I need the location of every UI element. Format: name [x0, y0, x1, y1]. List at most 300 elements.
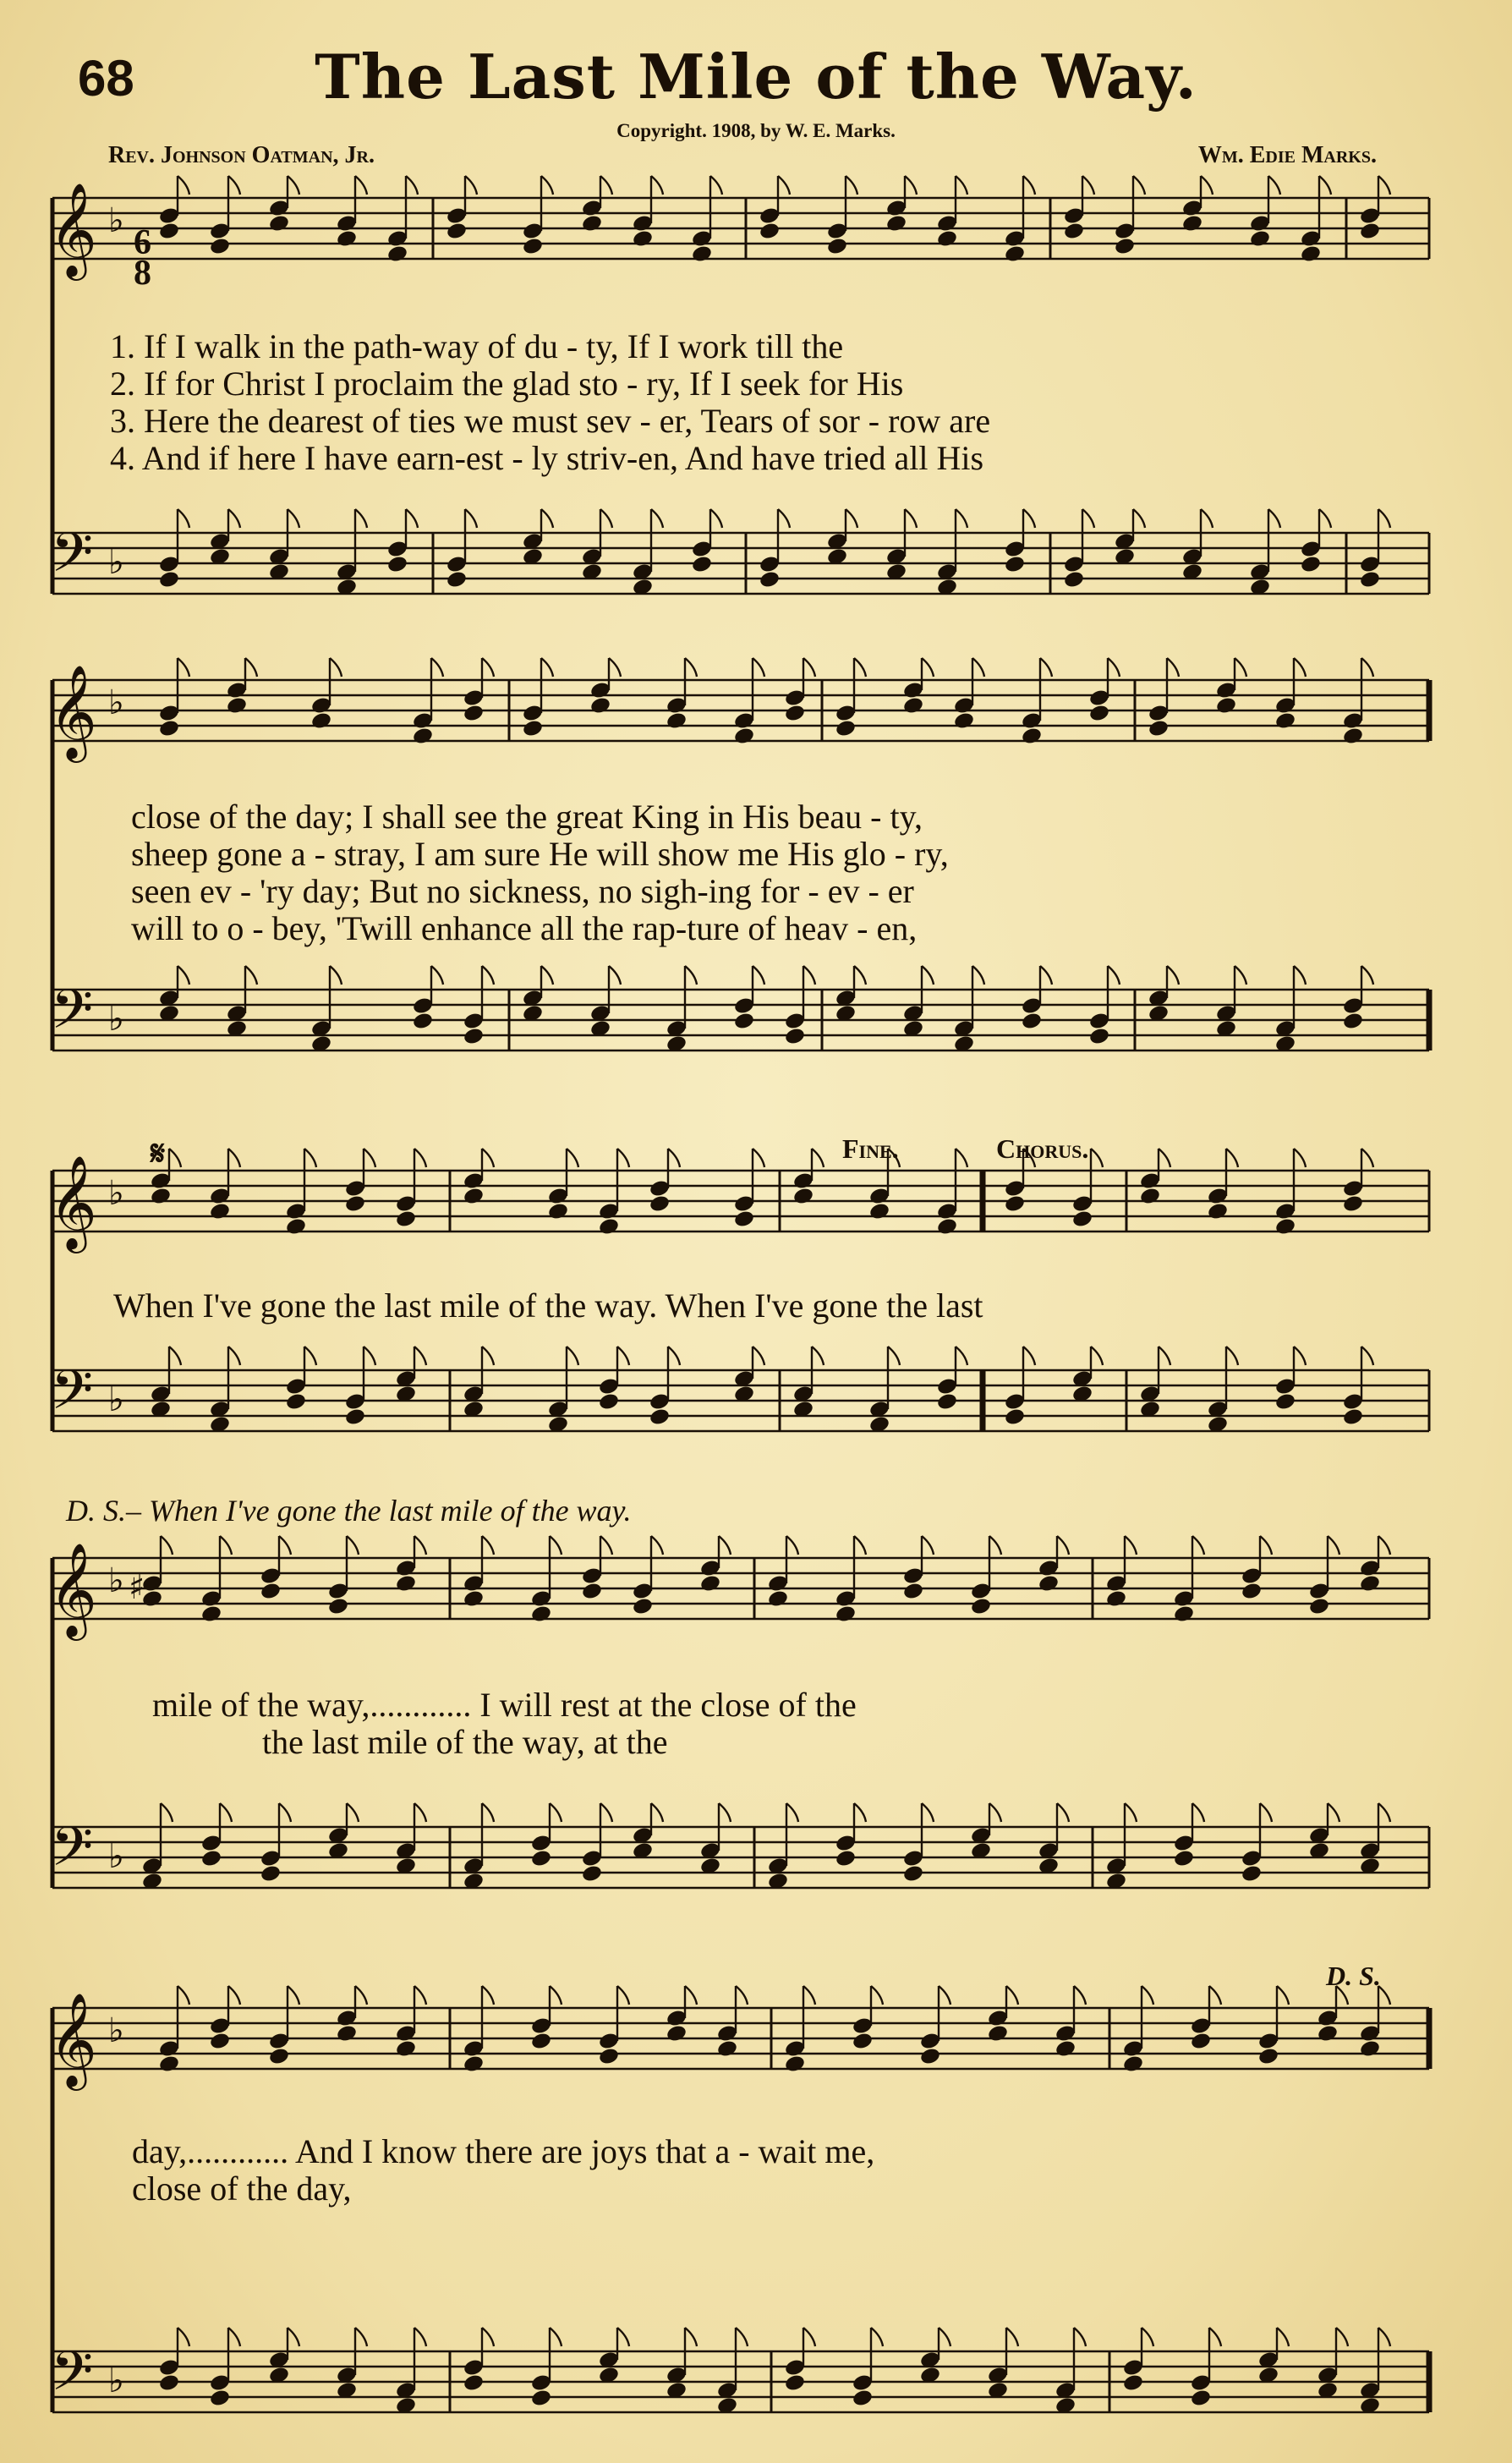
notehead	[1004, 1407, 1026, 1427]
note	[1274, 1149, 1306, 1236]
flag	[617, 1149, 629, 1167]
flag	[228, 2328, 240, 2346]
note	[885, 176, 917, 233]
notehead	[386, 244, 408, 264]
note	[209, 1986, 240, 2050]
flag	[939, 2328, 950, 2346]
note	[336, 2328, 367, 2400]
flag	[778, 176, 790, 195]
notehead	[835, 1605, 857, 1624]
notehead	[649, 1407, 671, 1427]
flag	[304, 1149, 316, 1167]
notehead	[759, 222, 781, 241]
notehead	[344, 1194, 366, 1214]
notehead	[1342, 1407, 1364, 1427]
flag	[279, 1803, 291, 1822]
note	[666, 1986, 697, 2043]
notehead	[1021, 1012, 1043, 1031]
notehead	[463, 1187, 485, 1206]
flag	[1277, 1986, 1289, 2005]
flag	[600, 509, 612, 528]
flat-icon: ♭	[108, 1837, 124, 1876]
flag	[1108, 658, 1120, 677]
flag	[1361, 1347, 1373, 1365]
note	[1207, 1347, 1238, 1434]
note	[919, 2328, 950, 2384]
notehead	[1122, 2373, 1144, 2393]
flag	[736, 1986, 748, 2005]
flag	[541, 509, 553, 528]
flag	[364, 1149, 375, 1167]
note	[632, 509, 663, 596]
note	[936, 1149, 967, 1236]
notehead	[1215, 696, 1237, 716]
notehead	[835, 1849, 857, 1868]
treble-clef-icon: 𝄞	[49, 182, 97, 277]
notehead	[1004, 244, 1026, 264]
flag	[1235, 966, 1246, 985]
note	[268, 2328, 299, 2384]
note	[589, 658, 621, 715]
note	[1359, 2328, 1390, 2415]
notehead	[1114, 237, 1136, 256]
note	[1038, 1536, 1069, 1593]
note	[310, 966, 342, 1053]
note	[632, 176, 663, 248]
notehead	[200, 1849, 222, 1868]
note	[209, 509, 240, 566]
flag	[1192, 1803, 1204, 1822]
flag	[1378, 2328, 1390, 2346]
flag	[1167, 658, 1179, 677]
flag	[1057, 1803, 1069, 1822]
notehead	[1139, 1187, 1161, 1206]
verse-1-line: close of the day; I shall see the great King in His beau - ty,	[131, 798, 923, 836]
note	[767, 1536, 798, 1608]
notehead	[852, 2389, 874, 2408]
flag	[550, 1986, 562, 2005]
flag	[651, 176, 663, 195]
segno-sign: 𝄋	[151, 1134, 166, 1172]
notehead	[158, 719, 180, 738]
verse-4-line: 4. And if here I have earn-est - ly striv-en, And have tried all His	[110, 439, 984, 477]
flag	[753, 1149, 764, 1167]
note	[666, 966, 697, 1053]
notehead	[826, 237, 848, 256]
notehead	[395, 2039, 417, 2059]
notehead	[691, 244, 713, 264]
note	[1122, 1986, 1153, 2073]
note	[547, 1149, 578, 1221]
note	[987, 2328, 1018, 2400]
notehead	[902, 1582, 924, 1601]
note	[395, 2328, 426, 2415]
notehead	[158, 2054, 180, 2074]
note	[1317, 2328, 1348, 2400]
note	[691, 176, 722, 263]
notehead	[1181, 214, 1203, 233]
note	[260, 1536, 291, 1600]
note	[784, 1986, 815, 2073]
flag	[1201, 176, 1213, 195]
notehead	[784, 1027, 806, 1046]
note	[412, 658, 443, 745]
flag	[1294, 966, 1306, 985]
flag	[414, 2328, 426, 2346]
notehead	[1342, 1194, 1364, 1214]
flag	[956, 509, 967, 528]
flag	[1294, 1347, 1306, 1365]
flag	[1268, 509, 1280, 528]
flag	[431, 658, 443, 677]
bass-staff	[52, 2351, 1429, 2412]
flag	[846, 176, 857, 195]
note	[1190, 1986, 1221, 2050]
notehead	[1359, 570, 1381, 590]
note	[1215, 658, 1246, 715]
notehead	[158, 2373, 180, 2393]
flag	[1167, 966, 1179, 985]
notehead	[1300, 244, 1322, 264]
flag	[600, 1536, 612, 1555]
flag	[651, 1536, 663, 1555]
flat-icon: ♭	[108, 2011, 124, 2050]
note	[1038, 1803, 1069, 1875]
flag	[1082, 509, 1094, 528]
notehead	[1274, 711, 1296, 731]
note	[598, 2328, 629, 2384]
note	[835, 1536, 866, 1623]
notehead	[209, 237, 231, 256]
final-lower-line: close of the day,	[132, 2170, 352, 2208]
notehead	[792, 1187, 814, 1206]
notehead	[1173, 1849, 1195, 1868]
flag	[1125, 1803, 1137, 1822]
flag	[1209, 2328, 1221, 2346]
note	[522, 509, 553, 566]
note	[767, 1803, 798, 1890]
note	[792, 1149, 824, 1205]
notehead	[158, 570, 180, 590]
note	[1257, 2328, 1289, 2384]
flag	[1277, 2328, 1289, 2346]
flag	[778, 509, 790, 528]
note	[1181, 176, 1213, 233]
notehead	[530, 1605, 552, 1624]
flag	[1023, 1347, 1035, 1365]
note	[1139, 1149, 1170, 1205]
notehead	[530, 2032, 552, 2051]
notehead	[1342, 1012, 1364, 1031]
flag	[1057, 1536, 1069, 1555]
note	[936, 176, 967, 248]
flag	[178, 509, 189, 528]
flag	[355, 2328, 367, 2346]
flag	[1082, 176, 1094, 195]
flag	[854, 658, 866, 677]
flag	[1159, 1347, 1170, 1365]
flag	[922, 1803, 934, 1822]
flag	[228, 1149, 240, 1167]
note	[902, 1536, 934, 1600]
flag	[685, 1986, 697, 2005]
note	[1274, 966, 1306, 1053]
flag	[304, 1347, 316, 1365]
note	[1088, 658, 1120, 722]
note	[953, 658, 984, 730]
note	[310, 658, 342, 730]
note	[463, 1149, 494, 1205]
final-upper-line: day,............ And I know there are joys that a - wait me,	[132, 2132, 875, 2170]
flat-icon: ♭	[108, 683, 124, 722]
notehead	[1241, 1864, 1263, 1884]
note	[1308, 1803, 1339, 1860]
flag	[482, 1803, 494, 1822]
flag	[414, 1986, 426, 2005]
flag	[803, 658, 815, 677]
flag	[1336, 1986, 1348, 2005]
flag	[465, 176, 477, 195]
flag	[1108, 966, 1120, 985]
note	[759, 176, 790, 240]
flag	[355, 1986, 367, 2005]
note	[1249, 176, 1280, 248]
note	[530, 1986, 562, 2050]
time-signature: 8	[134, 254, 151, 293]
note	[1071, 1347, 1103, 1403]
note	[699, 1803, 731, 1875]
notehead	[1088, 1027, 1110, 1046]
flag	[330, 658, 342, 677]
flat-icon: ♭	[108, 1380, 124, 1419]
note	[885, 509, 917, 581]
treble-staff	[52, 2008, 1429, 2069]
notehead	[649, 1194, 671, 1214]
flag	[753, 966, 764, 985]
note	[716, 1986, 748, 2058]
flag	[178, 1986, 189, 2005]
flag	[178, 176, 189, 195]
flag	[414, 1803, 426, 1822]
flag	[1336, 2328, 1348, 2346]
flag	[871, 2328, 883, 2346]
flag	[812, 1347, 824, 1365]
note	[1173, 1536, 1204, 1623]
note	[386, 176, 418, 263]
notehead	[598, 1217, 620, 1237]
note	[1359, 1803, 1390, 1875]
system-5-staves	[0, 1988, 1512, 2444]
flat-icon: ♭	[108, 543, 124, 582]
flag	[1328, 1536, 1339, 1555]
treble-clef-icon: 𝄞	[49, 664, 97, 759]
bass-staff	[52, 1827, 1429, 1888]
treble-staff	[52, 198, 1429, 259]
ds-end-marking: D. S.	[1326, 1961, 1381, 1991]
notehead	[1359, 222, 1381, 241]
note	[835, 966, 866, 1023]
note	[209, 1347, 240, 1434]
verse-3-line: 3. Here the dearest of ties we must sev - er, Tears of sor - row are	[110, 402, 991, 440]
notehead	[691, 555, 713, 574]
verse-1-line: 1. If I walk in the path-way of du - ty, If I work till the	[110, 327, 844, 365]
flag	[1378, 509, 1390, 528]
notehead	[598, 2047, 620, 2066]
flag	[482, 1536, 494, 1555]
verse-3-line: seen ev - 'ry day; But no sickness, no sigh-ing for - ev - er	[131, 872, 914, 910]
flag	[972, 658, 984, 677]
flag	[347, 1803, 359, 1822]
notehead	[1342, 727, 1364, 746]
flag	[482, 1149, 494, 1167]
notehead	[530, 2389, 552, 2408]
notehead	[344, 1407, 366, 1427]
notehead	[581, 1582, 603, 1601]
flag	[178, 966, 189, 985]
flag	[482, 1986, 494, 2005]
flag	[245, 966, 257, 985]
notehead	[336, 2024, 358, 2043]
flag	[245, 658, 257, 677]
notehead	[835, 719, 857, 738]
note	[1021, 658, 1052, 745]
flag	[161, 1803, 173, 1822]
notehead	[522, 719, 544, 738]
notehead	[1071, 1210, 1093, 1229]
notehead	[446, 222, 468, 241]
flag	[685, 2328, 697, 2346]
note	[733, 1347, 764, 1403]
note	[649, 1149, 680, 1213]
chorus-lower-line: the last mile of the way, at the	[262, 1723, 668, 1761]
flag	[854, 1536, 866, 1555]
notehead	[852, 2032, 874, 2051]
notehead	[395, 1574, 417, 1594]
notehead	[1063, 570, 1085, 590]
flag	[972, 966, 984, 985]
notehead	[285, 1392, 307, 1412]
flag	[330, 966, 342, 985]
verse-2-line: sheep gone a - stray, I am sure He will show me His glo - ry,	[131, 835, 949, 873]
sharp-icon: ♯	[129, 1568, 145, 1607]
flag	[1133, 509, 1145, 528]
flag	[220, 1803, 232, 1822]
note	[522, 966, 553, 1023]
notehead	[1021, 727, 1043, 746]
note	[902, 966, 934, 1038]
note	[1181, 509, 1213, 581]
notehead	[1207, 1202, 1229, 1221]
flag	[786, 1536, 798, 1555]
notehead	[936, 1392, 958, 1412]
note	[1359, 1986, 1390, 2058]
flag	[989, 1536, 1001, 1555]
note	[1004, 1149, 1035, 1213]
notehead	[1088, 704, 1110, 723]
copyright-notice: Copyright. 1908, by W. E. Marks.	[616, 120, 896, 141]
flag	[609, 658, 621, 677]
flag	[922, 658, 934, 677]
note	[1241, 1536, 1272, 1600]
flag	[550, 1536, 562, 1555]
notehead	[285, 1217, 307, 1237]
flag	[355, 509, 367, 528]
bass-clef-icon: 𝄢	[51, 2340, 94, 2416]
notehead	[463, 2373, 485, 2393]
note	[530, 1536, 562, 1623]
verse-2-line: 2. If for Christ I proclaim the glad sto - ry, If I seek for His	[110, 365, 904, 403]
flag	[1040, 658, 1052, 677]
flag	[753, 1347, 764, 1365]
treble-clef-icon: 𝄞	[49, 1992, 97, 2087]
notehead	[446, 570, 468, 590]
flag	[161, 1536, 173, 1555]
notehead	[268, 214, 290, 233]
flag	[355, 176, 367, 195]
notehead	[1249, 229, 1271, 249]
flag	[1023, 509, 1035, 528]
notehead	[666, 2024, 688, 2043]
flag	[905, 509, 917, 528]
flat-icon: ♭	[108, 2362, 124, 2400]
chorus-upper-line: mile of the way,............ I will rest at the close of the	[152, 1686, 857, 1724]
flag	[786, 1803, 798, 1822]
note	[581, 509, 612, 581]
flag	[651, 509, 663, 528]
notehead	[1148, 719, 1170, 738]
flag	[541, 966, 553, 985]
notehead	[1190, 2389, 1212, 2408]
note	[589, 966, 621, 1038]
note	[336, 1986, 367, 2043]
flag	[288, 176, 299, 195]
flag	[1361, 1149, 1373, 1167]
flag	[482, 1347, 494, 1365]
note	[792, 1347, 824, 1418]
flag	[465, 509, 477, 528]
note	[987, 1986, 1018, 2043]
system-4-staves	[0, 1542, 1512, 1954]
treble-clef-icon: 𝄞	[49, 1542, 97, 1637]
note	[1215, 966, 1246, 1038]
flag	[685, 966, 697, 985]
notehead	[1274, 1217, 1296, 1237]
flag	[989, 1803, 1001, 1822]
flag	[1268, 176, 1280, 195]
notehead	[1359, 2039, 1381, 2059]
flag	[279, 1536, 291, 1555]
notehead	[463, 1589, 485, 1609]
flag	[905, 176, 917, 195]
notehead	[699, 1574, 721, 1594]
note	[141, 1803, 173, 1890]
notehead	[1122, 2054, 1144, 2074]
notehead	[310, 711, 332, 731]
note	[1317, 1986, 1348, 2043]
flag	[567, 1149, 578, 1167]
flag	[228, 176, 240, 195]
flag	[668, 1347, 680, 1365]
notehead	[767, 1589, 789, 1609]
flag	[1159, 1149, 1170, 1167]
notehead	[209, 2389, 231, 2408]
flag	[1378, 1986, 1390, 2005]
note	[547, 1347, 578, 1434]
flag	[482, 2328, 494, 2346]
flag	[364, 1347, 375, 1365]
flag	[803, 966, 815, 985]
flag	[1091, 1149, 1103, 1167]
